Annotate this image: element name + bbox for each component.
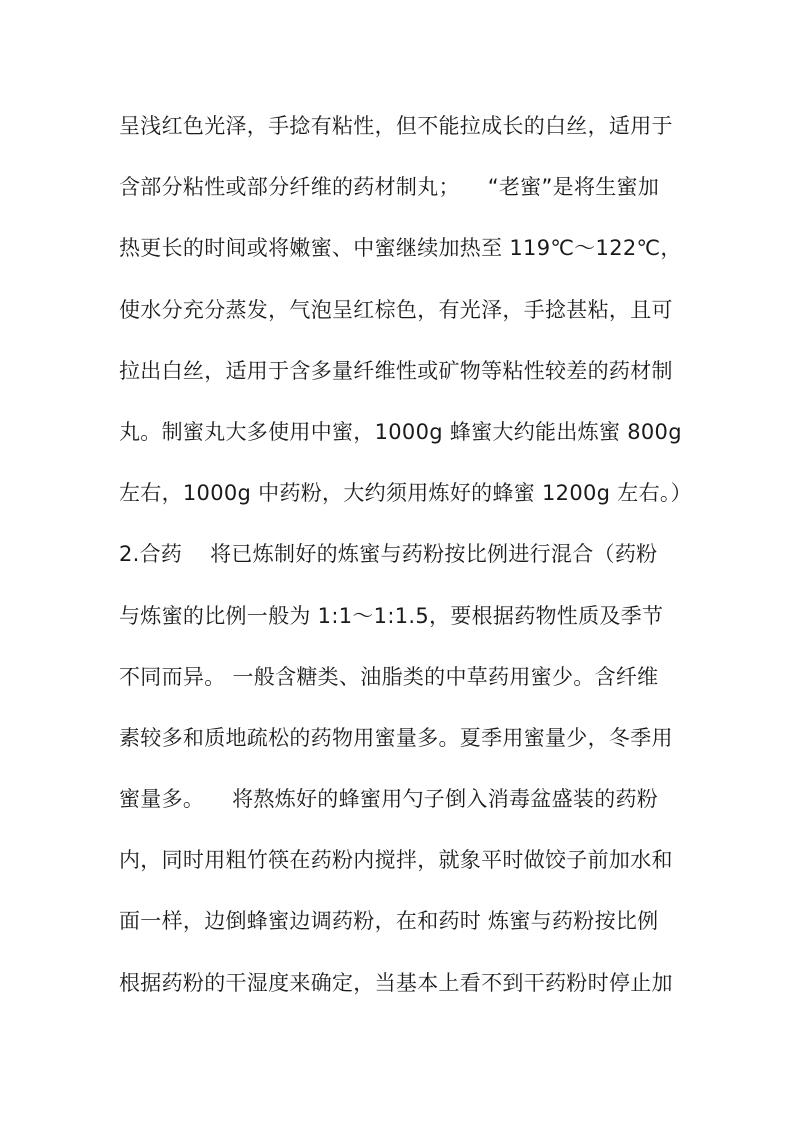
text-line-8: 2.合药 将已炼制好的炼蜜与药粉按比例进行混合（药粉 xyxy=(119,542,658,567)
text-line-4: 使水分充分蒸发，气泡呈红棕色，有光泽，手捻甚粘，且可 xyxy=(119,297,673,322)
text-line-5: 拉出白丝，适用于含多量纤维性或矿物等粘性较差的药材制 xyxy=(119,358,673,383)
body-text xyxy=(119,106,692,1024)
text-line-6: 丸。制蜜丸大多使用中蜜，1000g 蜂蜜大约能出炼蜜 800g xyxy=(119,419,682,444)
text-line-1: 呈浅红色光泽，手捻有粘性，但不能拉成长的白丝，适用于 xyxy=(119,114,673,138)
text-line-13: 内，同时用粗竹筷在药粉内搅拌，就象平时做饺子前加水和 xyxy=(119,848,673,873)
text-line-10: 不同而异。 一般含糖类、油脂类的中草药用蜜少。含纤维 xyxy=(119,664,659,689)
text-line-9: 与炼蜜的比例一般为 1:1～1:1.5，要根据药物性质及季节 xyxy=(119,603,664,628)
text-line-7: 左右，1000g 中药粉，大约须用炼好的蜂蜜 1200g 左右。） xyxy=(119,481,692,506)
text-line-15: 根据药粉的干湿度来确定，当基本上看不到干药粉时停止加 xyxy=(119,970,673,995)
text-line-14: 面一样，边倒蜂蜜边调药粉，在和药时 炼蜜与药粉按比例 xyxy=(119,909,659,934)
text-line-2: 含部分粘性或部分纤维的药材制丸； “老蜜”是将生蜜加 xyxy=(119,175,660,200)
text-line-12: 蜜量多。 将熬炼好的蜂蜜用勺子倒入消毒盆盛装的药粉 xyxy=(119,787,659,812)
text-line-11: 素较多和质地疏松的药物用蜜量多。夏季用蜜量少，冬季用 xyxy=(119,725,673,750)
text-line-3: 热更长的时间或将嫩蜜、中蜜继续加热至 119℃～122℃， xyxy=(119,236,682,261)
